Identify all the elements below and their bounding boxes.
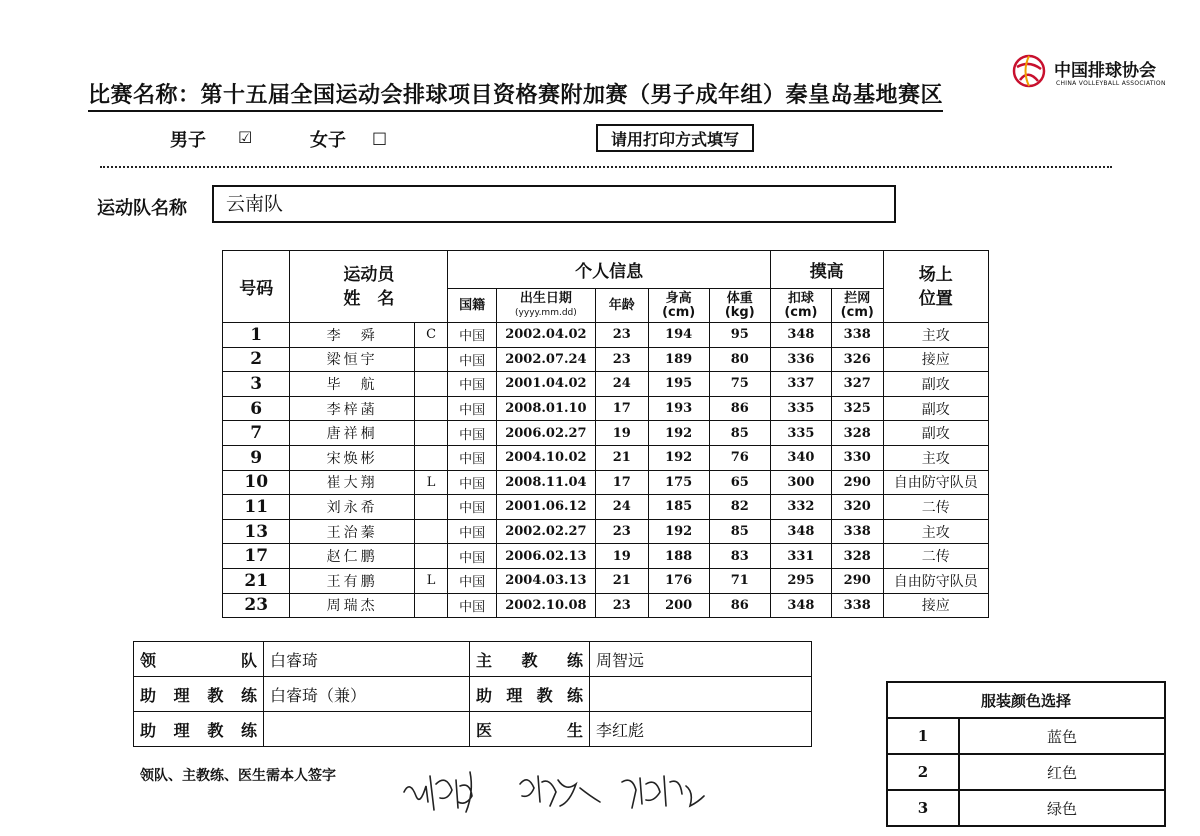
- player-name: 唐祥桐: [290, 421, 414, 446]
- player-role: [414, 372, 448, 397]
- header-birth: [496, 289, 595, 323]
- player-spike: 337: [770, 372, 831, 397]
- uniform-option-color: 蓝色: [959, 718, 1165, 754]
- logo-chinese-text: 中国排球协会: [1054, 61, 1156, 81]
- player-age: 23: [595, 347, 648, 372]
- player-position: 副攻: [883, 372, 988, 397]
- print-instruction-box: 请用打印方式填写: [596, 124, 754, 152]
- player-position: 自由防守队员: [883, 470, 988, 495]
- table-row: [223, 568, 989, 593]
- player-birth: 2006.02.13: [496, 544, 595, 569]
- player-position: 主攻: [883, 323, 988, 348]
- player-block: 338: [831, 593, 883, 618]
- player-position: 副攻: [883, 421, 988, 446]
- player-position: 接应: [883, 347, 988, 372]
- player-weight: 82: [709, 495, 770, 520]
- player-name: 王治蓁: [290, 519, 414, 544]
- player-nationality: 中国: [448, 593, 496, 618]
- header-athlete-line2: 姓 名: [343, 288, 395, 309]
- player-height: 193: [648, 396, 709, 421]
- player-role: C: [414, 323, 448, 348]
- player-name: 王有鹏: [290, 568, 414, 593]
- player-role: L: [414, 568, 448, 593]
- player-spike: 300: [770, 470, 831, 495]
- player-height: 194: [648, 323, 709, 348]
- player-spike: 335: [770, 421, 831, 446]
- header-block-unit: (cm): [840, 304, 874, 320]
- player-role: [414, 396, 448, 421]
- player-birth: 2001.04.02: [496, 372, 595, 397]
- player-weight: 65: [709, 470, 770, 495]
- player-number: 10: [223, 470, 290, 495]
- player-nationality: 中国: [448, 495, 496, 520]
- player-spike: 336: [770, 347, 831, 372]
- player-block: 327: [831, 372, 883, 397]
- player-height: 192: [648, 421, 709, 446]
- header-position: [883, 251, 988, 323]
- assistant-coach-label: 助理教练: [134, 712, 264, 747]
- player-block: 320: [831, 495, 883, 520]
- table-row: [223, 470, 989, 495]
- assistant-coach-label: 助理教练: [470, 677, 590, 712]
- player-spike: 331: [770, 544, 831, 569]
- player-weight: 95: [709, 323, 770, 348]
- women-checkbox[interactable]: □: [372, 128, 388, 147]
- player-weight: 83: [709, 544, 770, 569]
- player-role: [414, 445, 448, 470]
- player-name: 宋焕彬: [290, 445, 414, 470]
- association-logo: [1012, 52, 1166, 96]
- player-birth: 2002.04.02: [496, 323, 595, 348]
- player-weight: 80: [709, 347, 770, 372]
- head-coach-field[interactable]: 周智远: [590, 642, 812, 677]
- player-name: 崔大翔: [290, 470, 414, 495]
- men-label: 男子: [170, 130, 206, 151]
- player-weight: 71: [709, 568, 770, 593]
- player-name: 李梓菡: [290, 396, 414, 421]
- player-weight: 76: [709, 445, 770, 470]
- player-height: 188: [648, 544, 709, 569]
- player-age: 24: [595, 495, 648, 520]
- player-spike: 295: [770, 568, 831, 593]
- player-birth: 2002.10.08: [496, 593, 595, 618]
- assistant-coach-field[interactable]: [590, 677, 812, 712]
- player-weight: 86: [709, 593, 770, 618]
- player-birth: 2004.03.13: [496, 568, 595, 593]
- player-spike: 335: [770, 396, 831, 421]
- player-number: 13: [223, 519, 290, 544]
- logo-english-text: CHINA VOLLEYBALL ASSOCIATION: [1056, 80, 1166, 87]
- competition-title: 比赛名称：第十五届全国运动会排球项目资格赛附加赛（男子成年组）秦皇岛基地赛区: [88, 78, 943, 112]
- player-name: 赵仁鹏: [290, 544, 414, 569]
- player-block: 326: [831, 347, 883, 372]
- table-row: [223, 396, 989, 421]
- table-row: [223, 445, 989, 470]
- player-age: 23: [595, 323, 648, 348]
- player-nationality: 中国: [448, 372, 496, 397]
- player-age: 21: [595, 445, 648, 470]
- player-age: 17: [595, 396, 648, 421]
- player-nationality: 中国: [448, 470, 496, 495]
- men-checkbox[interactable]: ☑: [238, 128, 253, 147]
- header-personal-info: 个人信息: [448, 251, 770, 289]
- player-name: 刘永希: [290, 495, 414, 520]
- uniform-color-title: 服装颜色选择: [887, 682, 1165, 718]
- player-birth: 2008.01.10: [496, 396, 595, 421]
- volleyball-logo-icon: [1012, 54, 1046, 88]
- player-age: 21: [595, 568, 648, 593]
- player-age: 19: [595, 421, 648, 446]
- header-height-label: 身高: [665, 290, 692, 306]
- staff-row: [134, 712, 812, 747]
- player-number: 6: [223, 396, 290, 421]
- player-age: 24: [595, 372, 648, 397]
- player-nationality: 中国: [448, 323, 496, 348]
- header-reach: 摸高: [770, 251, 883, 289]
- player-number: 11: [223, 495, 290, 520]
- player-block: 328: [831, 544, 883, 569]
- player-name: 李 舜: [290, 323, 414, 348]
- assistant-coach-field[interactable]: [264, 712, 470, 747]
- player-weight: 75: [709, 372, 770, 397]
- staff-row: [134, 677, 812, 712]
- player-role: [414, 519, 448, 544]
- player-weight: 85: [709, 421, 770, 446]
- table-row: [223, 323, 989, 348]
- header-weight-unit: (kg): [724, 304, 755, 320]
- uniform-option-number: 2: [887, 754, 959, 790]
- header-block-label: 拦网: [844, 290, 871, 306]
- player-number: 7: [223, 421, 290, 446]
- player-height: 200: [648, 593, 709, 618]
- dotted-divider: [100, 166, 1112, 168]
- uniform-option-number: 1: [887, 718, 959, 754]
- head-coach-label: 主教练: [470, 642, 590, 677]
- player-position: 二传: [883, 544, 988, 569]
- player-age: 17: [595, 470, 648, 495]
- header-weight: [709, 289, 770, 323]
- player-age: 19: [595, 544, 648, 569]
- player-name: 毕 航: [290, 372, 414, 397]
- table-row: [223, 495, 989, 520]
- header-spike: [770, 289, 831, 323]
- player-birth: 2002.02.27: [496, 519, 595, 544]
- header-spike-label: 扣球: [787, 290, 814, 306]
- player-position: 副攻: [883, 396, 988, 421]
- player-birth: 2008.11.04: [496, 470, 595, 495]
- player-birth: 2002.07.24: [496, 347, 595, 372]
- uniform-option[interactable]: [887, 718, 1165, 754]
- player-position: 主攻: [883, 519, 988, 544]
- player-block: 330: [831, 445, 883, 470]
- player-weight: 86: [709, 396, 770, 421]
- player-block: 290: [831, 568, 883, 593]
- player-number: 1: [223, 323, 290, 348]
- player-number: 2: [223, 347, 290, 372]
- player-number: 9: [223, 445, 290, 470]
- player-birth: 2006.02.27: [496, 421, 595, 446]
- player-name: 梁恒宇: [290, 347, 414, 372]
- table-row: [223, 593, 989, 618]
- player-number: 17: [223, 544, 290, 569]
- player-spike: 348: [770, 323, 831, 348]
- player-position: 自由防守队员: [883, 568, 988, 593]
- table-row: [223, 372, 989, 397]
- player-number: 3: [223, 372, 290, 397]
- table-row: [223, 544, 989, 569]
- player-height: 195: [648, 372, 709, 397]
- player-role: [414, 593, 448, 618]
- player-birth: 2004.10.02: [496, 445, 595, 470]
- player-position: 二传: [883, 495, 988, 520]
- player-number: 21: [223, 568, 290, 593]
- assistant-coach-field[interactable]: 白睿琦（兼）: [264, 677, 470, 712]
- uniform-option-color: 绿色: [959, 790, 1165, 826]
- roster-table: [222, 250, 989, 618]
- doctor-label: 医生: [470, 712, 590, 747]
- header-number: 号码: [223, 251, 290, 323]
- player-position: 接应: [883, 593, 988, 618]
- player-nationality: 中国: [448, 544, 496, 569]
- header-spike-unit: (cm): [784, 304, 818, 320]
- player-block: 338: [831, 519, 883, 544]
- player-nationality: 中国: [448, 519, 496, 544]
- player-birth: 2001.06.12: [496, 495, 595, 520]
- player-nationality: 中国: [448, 396, 496, 421]
- player-height: 185: [648, 495, 709, 520]
- header-block: [831, 289, 883, 323]
- player-nationality: 中国: [448, 347, 496, 372]
- header-position-line1: 场上: [918, 264, 953, 285]
- uniform-option[interactable]: [887, 754, 1165, 790]
- header-position-line2: 位置: [918, 288, 953, 309]
- uniform-option-color: 红色: [959, 754, 1165, 790]
- player-nationality: 中国: [448, 568, 496, 593]
- player-height: 175: [648, 470, 709, 495]
- player-height: 176: [648, 568, 709, 593]
- player-role: [414, 544, 448, 569]
- leader-field[interactable]: 白睿琦: [264, 642, 470, 677]
- header-birth-format: (yyyy.mm.dd): [515, 307, 577, 318]
- header-birth-label: 出生日期: [519, 290, 572, 306]
- player-height: 192: [648, 445, 709, 470]
- header-athlete: [290, 251, 448, 323]
- uniform-color-table: [886, 681, 1166, 827]
- header-height: [648, 289, 709, 323]
- player-nationality: 中国: [448, 445, 496, 470]
- player-nationality: 中国: [448, 421, 496, 446]
- player-height: 192: [648, 519, 709, 544]
- handwritten-signatures: [400, 762, 710, 818]
- player-block: 338: [831, 323, 883, 348]
- player-spike: 332: [770, 495, 831, 520]
- player-block: 325: [831, 396, 883, 421]
- player-spike: 340: [770, 445, 831, 470]
- player-age: 23: [595, 593, 648, 618]
- signature-note: 领队、主教练、医生需本人签字: [140, 768, 336, 784]
- staff-table: [133, 641, 812, 747]
- team-name-field[interactable]: 云南队: [212, 185, 896, 223]
- staff-row: [134, 642, 812, 677]
- player-role: [414, 495, 448, 520]
- player-spike: 348: [770, 593, 831, 618]
- player-block: 328: [831, 421, 883, 446]
- player-age: 23: [595, 519, 648, 544]
- player-weight: 85: [709, 519, 770, 544]
- player-role: L: [414, 470, 448, 495]
- leader-label: 领队: [134, 642, 264, 677]
- header-weight-label: 体重: [726, 290, 753, 306]
- uniform-option[interactable]: [887, 790, 1165, 826]
- women-label: 女子: [310, 130, 346, 151]
- player-spike: 348: [770, 519, 831, 544]
- player-block: 290: [831, 470, 883, 495]
- player-role: [414, 421, 448, 446]
- header-nationality: 国籍: [448, 289, 496, 323]
- player-role: [414, 347, 448, 372]
- header-athlete-line1: 运动员: [343, 264, 395, 285]
- table-row: [223, 421, 989, 446]
- player-height: 189: [648, 347, 709, 372]
- header-age: 年龄: [595, 289, 648, 323]
- player-position: 主攻: [883, 445, 988, 470]
- header-height-unit: (cm): [662, 304, 696, 320]
- player-number: 23: [223, 593, 290, 618]
- player-name: 周瑞杰: [290, 593, 414, 618]
- table-row: [223, 347, 989, 372]
- doctor-field[interactable]: 李红彪: [590, 712, 812, 747]
- uniform-option-number: 3: [887, 790, 959, 826]
- table-row: [223, 519, 989, 544]
- team-name-label: 运动队名称: [97, 198, 187, 219]
- assistant-coach-label: 助理教练: [134, 677, 264, 712]
